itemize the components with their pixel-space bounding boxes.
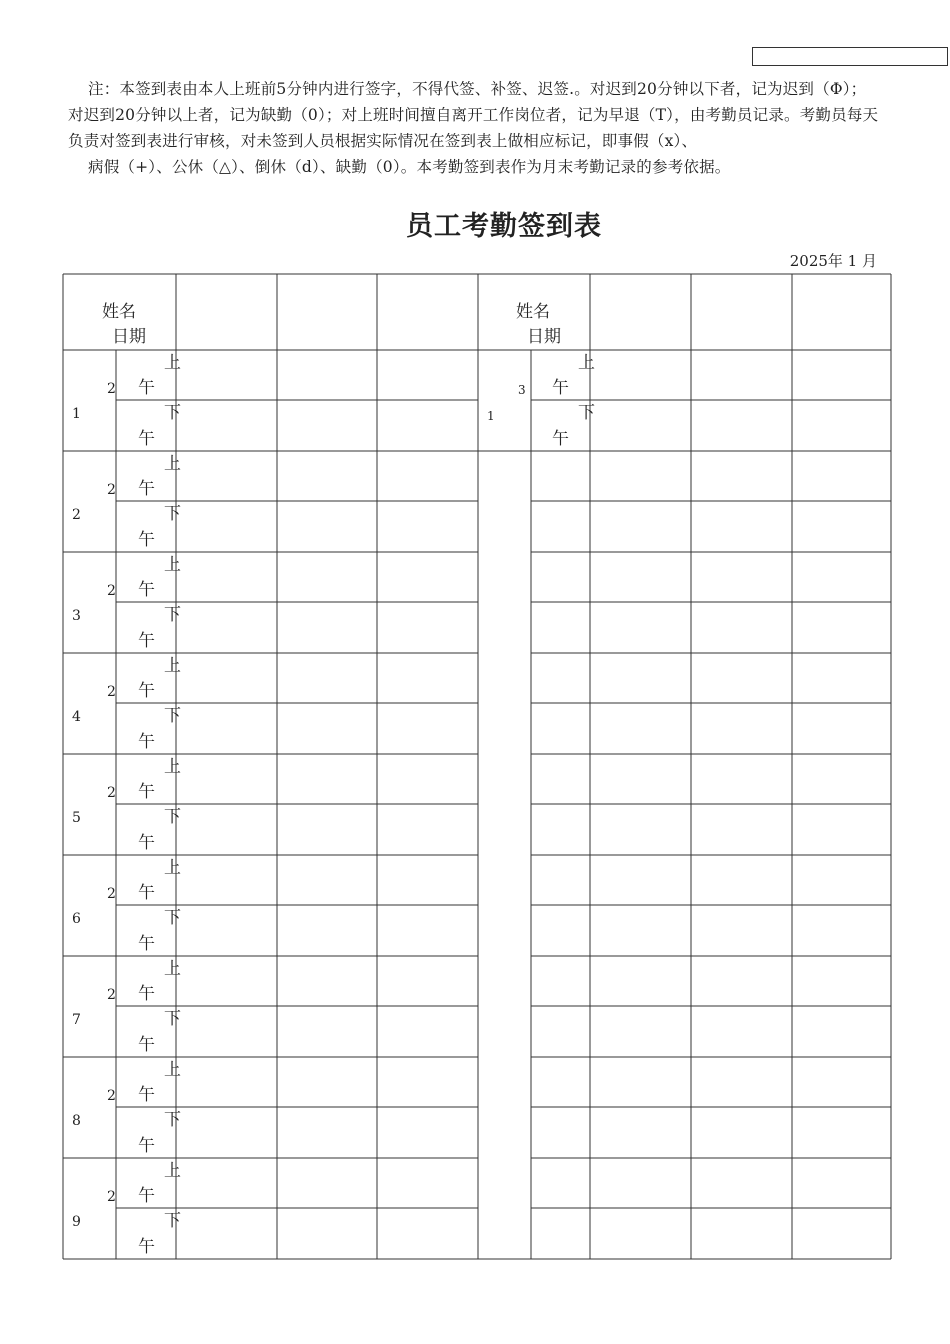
day-mark-3: 2: [107, 583, 116, 599]
left-day-4-am-bottom: 午: [138, 681, 155, 701]
day-number-3: 3: [72, 608, 81, 624]
day-mark-8: 2: [107, 1088, 116, 1104]
day-number-5: 5: [72, 810, 81, 826]
left-day-3-am-top: 上: [164, 555, 181, 575]
left-day-7-pm-bottom: 午: [138, 1035, 155, 1055]
left-day-4-pm-bottom: 午: [138, 732, 155, 752]
left-day-3-pm-top: 下: [164, 605, 181, 625]
day-mark-5: 2: [107, 785, 116, 801]
right-day-1-am-top: 上: [578, 353, 595, 373]
day-number-8: 8: [72, 1113, 81, 1129]
left-day-1-pm-bottom: 午: [138, 429, 155, 449]
left-day-6-am-top: 上: [164, 858, 181, 878]
left-day-5-pm-top: 下: [164, 807, 181, 827]
day-mark-1: 2: [107, 381, 116, 397]
header-date-left: 日期: [112, 327, 146, 347]
page-title: 员工考勤签到表: [406, 211, 602, 242]
header-date-right: 日期: [527, 327, 561, 347]
day-mark-4: 2: [107, 684, 116, 700]
left-day-1-am-bottom: 午: [138, 378, 155, 398]
left-day-8-pm-bottom: 午: [138, 1136, 155, 1156]
left-day-2-pm-top: 下: [164, 504, 181, 524]
right-day-mark-1: 3: [518, 383, 526, 397]
left-day-3-am-bottom: 午: [138, 580, 155, 600]
left-day-5-pm-bottom: 午: [138, 833, 155, 853]
left-day-4-am-top: 上: [164, 656, 181, 676]
left-day-9-pm-top: 下: [164, 1211, 181, 1231]
left-day-3-pm-bottom: 午: [138, 631, 155, 651]
right-day-number-1: 1: [487, 409, 495, 423]
day-number-1: 1: [72, 406, 81, 422]
header-name-left: 姓名: [102, 302, 136, 322]
day-mark-6: 2: [107, 886, 116, 902]
day-number-9: 9: [72, 1214, 81, 1230]
day-number-6: 6: [72, 911, 81, 927]
day-mark-2: 2: [107, 482, 116, 498]
day-mark-9: 2: [107, 1189, 116, 1205]
right-day-1-am-bottom: 午: [552, 378, 569, 398]
left-day-6-am-bottom: 午: [138, 883, 155, 903]
header-name-right: 姓名: [516, 302, 550, 322]
month-label: 2025年 1 月: [789, 252, 877, 270]
right-day-1-pm-bottom: 午: [552, 429, 569, 449]
left-day-2-am-bottom: 午: [138, 479, 155, 499]
notice-line-1: 注：本签到表由本人上班前5分钟内进行签字，不得代签、补签、迟签.。对迟到20分钟以下者，记为迟到（Φ）；对迟到20分钟以上者，记为缺勤（0）；对上班时间擅自离开工作岗位者，记为早退（T），由考勤员记录。考勤员每天负责对签到表进行审核，对未签到人员根据实际情况在签到表上做相应标记，即事假（x）、: [68, 80, 879, 150]
left-day-7-pm-top: 下: [164, 1009, 181, 1029]
day-number-4: 4: [72, 709, 81, 725]
left-day-2-pm-bottom: 午: [138, 530, 155, 550]
day-number-7: 7: [72, 1012, 81, 1028]
left-day-9-am-top: 上: [164, 1161, 181, 1181]
left-day-8-pm-top: 下: [164, 1110, 181, 1130]
left-day-5-am-bottom: 午: [138, 782, 155, 802]
left-day-8-am-bottom: 午: [138, 1085, 155, 1105]
left-day-7-am-top: 上: [164, 959, 181, 979]
left-day-9-am-bottom: 午: [138, 1186, 155, 1206]
left-day-6-pm-top: 下: [164, 908, 181, 928]
left-day-4-pm-top: 下: [164, 706, 181, 726]
day-number-2: 2: [72, 507, 81, 523]
day-mark-7: 2: [107, 987, 116, 1003]
left-day-7-am-bottom: 午: [138, 984, 155, 1004]
left-day-8-am-top: 上: [164, 1060, 181, 1080]
left-day-2-am-top: 上: [164, 454, 181, 474]
left-day-1-pm-top: 下: [164, 403, 181, 423]
left-day-9-pm-bottom: 午: [138, 1237, 155, 1257]
left-day-5-am-top: 上: [164, 757, 181, 777]
right-day-1-pm-top: 下: [578, 403, 595, 423]
left-day-6-pm-bottom: 午: [138, 934, 155, 954]
left-day-1-am-top: 上: [164, 353, 181, 373]
notice-line-2: 病假（+）、公休（△）、倒休（d）、缺勤（0）。本考勤签到表作为月末考勤记录的参考依据。: [88, 158, 731, 176]
